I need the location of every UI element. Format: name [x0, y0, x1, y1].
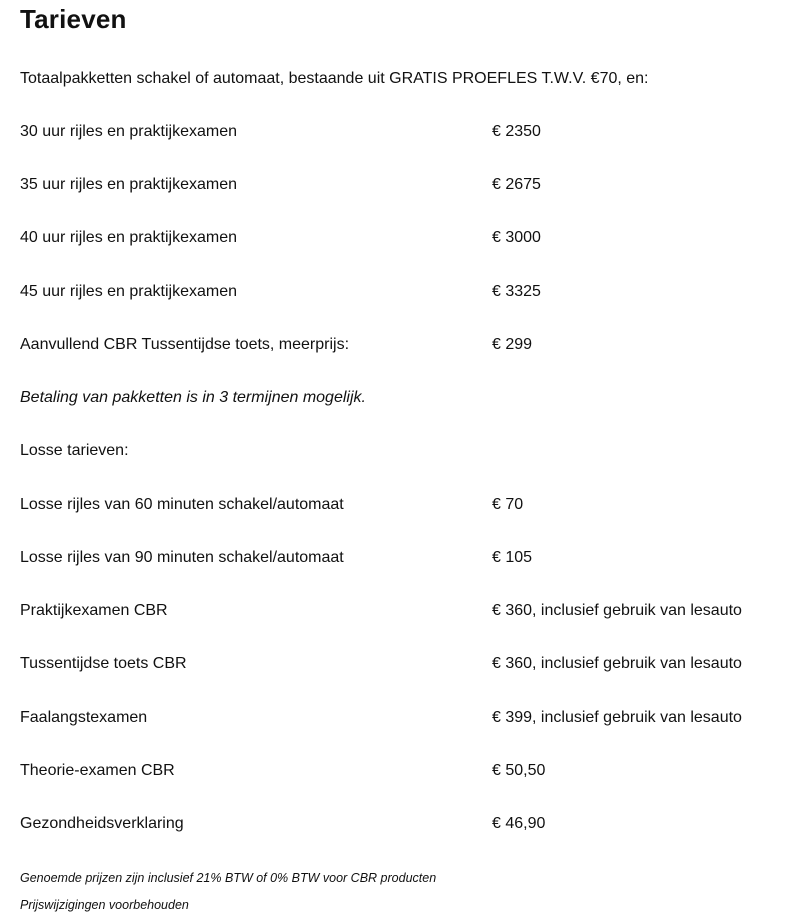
package-row — [20, 123, 803, 145]
rate-row — [20, 496, 803, 518]
rate-row — [20, 602, 803, 624]
rate-price: € 105 — [492, 549, 533, 566]
rate-row — [20, 762, 803, 784]
rate-label: Theorie-examen CBR — [20, 762, 175, 779]
package-label: 45 uur rijles en praktijkexamen — [20, 283, 237, 300]
package-label: 40 uur rijles en praktijkexamen — [20, 229, 237, 246]
package-label: 35 uur rijles en praktijkexamen — [20, 176, 237, 193]
rate-price: € 399, inclusief gebruik van lesauto — [492, 709, 742, 726]
loose-rates-heading: Losse tarieven: — [20, 442, 129, 459]
rate-price: € 360, inclusief gebruik van lesauto — [492, 655, 742, 672]
page-title: Tarieven — [20, 4, 127, 34]
rate-row — [20, 549, 803, 571]
rate-label: Tussentijdse toets CBR — [20, 655, 187, 672]
rate-label: Losse rijles van 60 minuten schakel/automaat — [20, 496, 344, 513]
rate-row — [20, 709, 803, 731]
rate-label: Losse rijles van 90 minuten schakel/automaat — [20, 549, 344, 566]
rate-price: € 360, inclusief gebruik van lesauto — [492, 602, 742, 619]
package-price: € 2350 — [492, 123, 541, 140]
rate-row — [20, 655, 803, 677]
package-price: € 3325 — [492, 283, 541, 300]
rate-label: Praktijkexamen CBR — [20, 602, 168, 619]
vat-footnote: Genoemde prijzen zijn inclusief 21% BTW of 0% BTW voor CBR producten — [20, 871, 437, 885]
rate-price: € 50,50 — [492, 762, 546, 779]
package-row — [20, 283, 803, 305]
package-row — [20, 229, 803, 251]
package-price: € 299 — [492, 336, 533, 353]
rate-price: € 46,90 — [492, 815, 546, 832]
package-price: € 3000 — [492, 229, 541, 246]
package-row — [20, 176, 803, 198]
intro-text: Totaalpakketten schakel of automaat, bestaande uit GRATIS PROEFLES T.W.V. €70, en: — [20, 70, 649, 87]
payment-note: Betaling van pakketten is in 3 termijnen mogelijk. — [20, 389, 366, 406]
package-label: Aanvullend CBR Tussentijdse toets, meerprijs: — [20, 336, 350, 353]
rate-row — [20, 815, 803, 837]
rate-label: Gezondheidsverklaring — [20, 815, 184, 832]
package-row — [20, 336, 803, 358]
package-price: € 2675 — [492, 176, 541, 193]
package-label: 30 uur rijles en praktijkexamen — [20, 123, 237, 140]
rate-price: € 70 — [492, 496, 524, 513]
rate-label: Faalangstexamen — [20, 709, 148, 726]
price-change-footnote: Prijswijzigingen voorbehouden — [20, 898, 189, 912]
